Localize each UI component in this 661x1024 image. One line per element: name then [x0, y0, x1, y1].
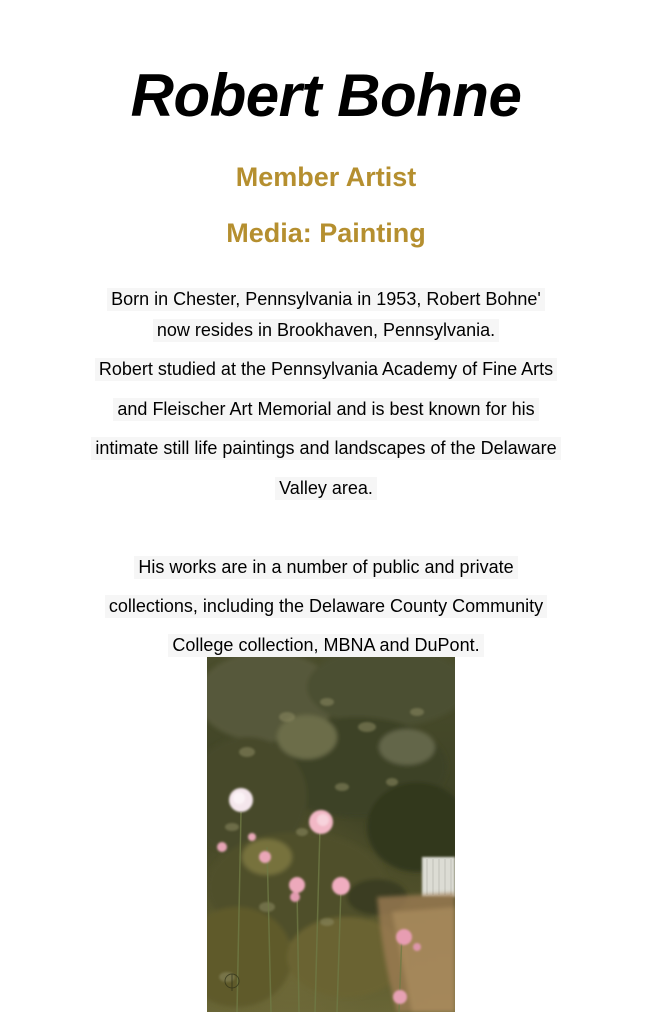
bio-line: Born in Chester, Pennsylvania in 1953, Robert Bohne' — [0, 287, 652, 311]
artist-role: Member Artist — [235, 162, 417, 192]
bio-line: College collection, MBNA and DuPont. — [0, 633, 652, 657]
page-title: Robert Bohne — [130, 62, 522, 129]
bio-line: His works are in a number of public and private — [0, 555, 652, 579]
bio-line: and Fleischer Art Memorial and is best known for his — [0, 397, 652, 421]
artwork-image — [207, 657, 455, 1012]
bio-line: collections, including the Delaware County Community — [0, 594, 652, 618]
bio-line: intimate still life paintings and landscapes of the Delaware — [0, 436, 652, 460]
bio-line: Valley area. — [0, 476, 652, 500]
bio-line: now resides in Brookhaven, Pennsylvania. — [0, 318, 652, 342]
bio-line: Robert studied at the Pennsylvania Academy of Fine Arts — [0, 357, 652, 381]
artist-media: Media: Painting — [226, 218, 426, 248]
